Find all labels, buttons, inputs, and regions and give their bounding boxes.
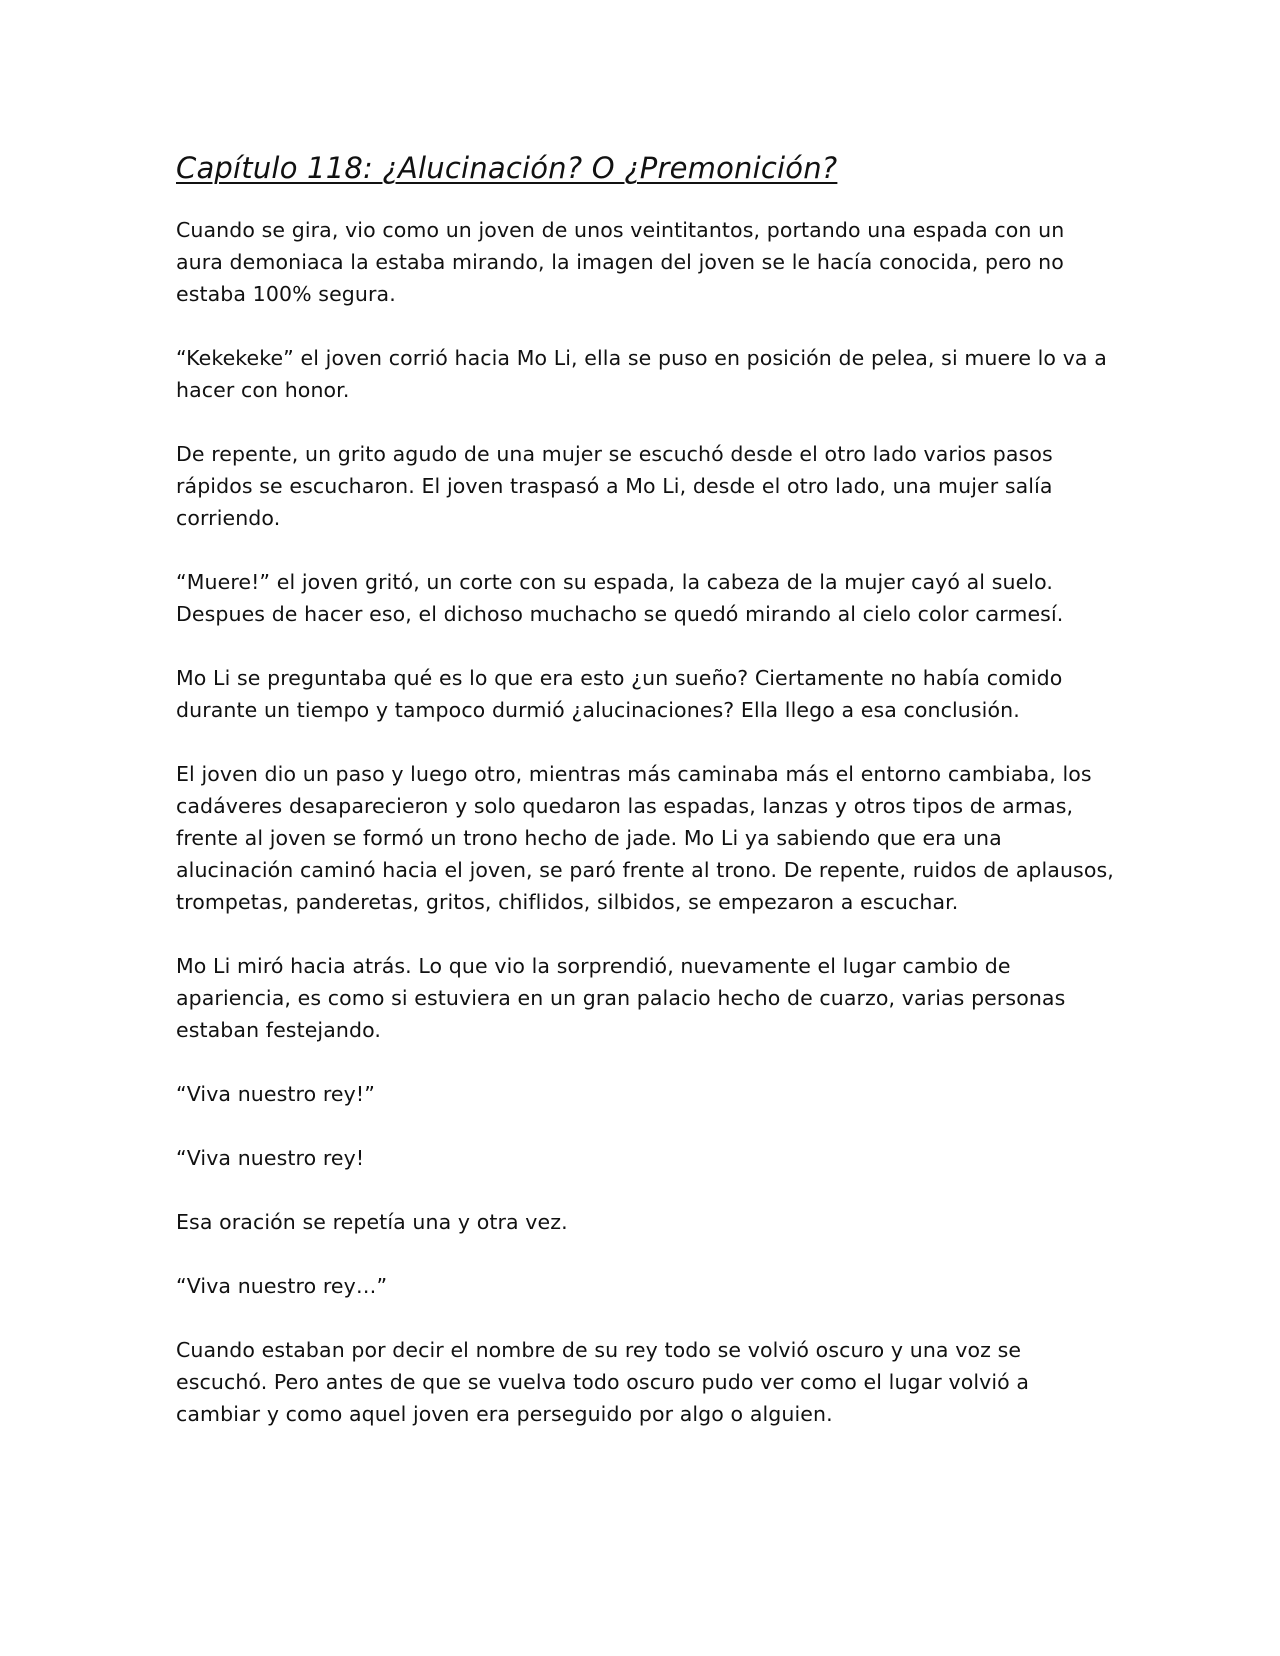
paragraph-5: Mo Li se preguntaba qué es lo que era esto ¿un sueño? Ciertamente no había comido durante un tiempo y tampoco durmió ¿alucinaciones? Ella llego a esa conclusión. — [176, 666, 1063, 722]
paragraph-11: “Viva nuestro rey…” — [176, 1274, 388, 1298]
paragraph-9: “Viva nuestro rey! — [176, 1146, 365, 1170]
chapter-title: Capítulo 118: ¿Alucinación? O ¿Premonición? — [176, 151, 838, 185]
paragraph-6: El joven dio un paso y luego otro, mientras más caminaba más el entorno cambiaba, los cadáveres desaparecieron y solo quedaron las espadas, lanzas y otros tipos de armas, frente al joven se formó un trono hecho de jade. Mo Li ya sabiendo que era una alucinación caminó hacia el joven, se paró frente al trono. De repente, ruidos de aplausos, trompetas, panderetas, gritos, chiflidos, silbidos, se empezaron a escuchar. — [176, 762, 1114, 914]
paragraph-12: Cuando estaban por decir el nombre de su rey todo se volvió oscuro y una voz se escuchó. Pero antes de que se vuelva todo oscuro pudo ver como el lugar volvió a cambiar y como aquel joven era perseguido por algo o alguien. — [176, 1338, 1030, 1426]
paragraph-8: “Viva nuestro rey!” — [176, 1082, 375, 1106]
paragraph-4: “Muere!” el joven gritó, un corte con su espada, la cabeza de la mujer cayó al suelo. Despues de hacer eso, el dichoso muchacho se quedó mirando al cielo color carmesí. — [176, 570, 1064, 626]
paragraph-1: Cuando se gira, vio como un joven de unos veintitantos, portando una espada con un aura demoniaca la estaba mirando, la imagen del joven se le hacía conocida, pero no estaba 100% segura. — [176, 218, 1065, 306]
paragraph-7: Mo Li miró hacia atrás. Lo que vio la sorprendió, nuevamente el lugar cambio de apariencia, es como si estuviera en un gran palacio hecho de cuarzo, varias personas estaban festejando. — [176, 954, 1066, 1042]
paragraph-3: De repente, un grito agudo de una mujer se escuchó desde el otro lado varios pasos rápidos se escucharon. El joven traspasó a Mo Li, desde el otro lado, una mujer salía corriendo. — [176, 442, 1053, 530]
paragraph-10: Esa oración se repetía una y otra vez. — [176, 1210, 568, 1234]
paragraph-2: “Kekekeke” el joven corrió hacia Mo Li, ella se puso en posición de pelea, si muere lo va a hacer con honor. — [176, 346, 1107, 402]
document-body — [176, 148, 1116, 1462]
